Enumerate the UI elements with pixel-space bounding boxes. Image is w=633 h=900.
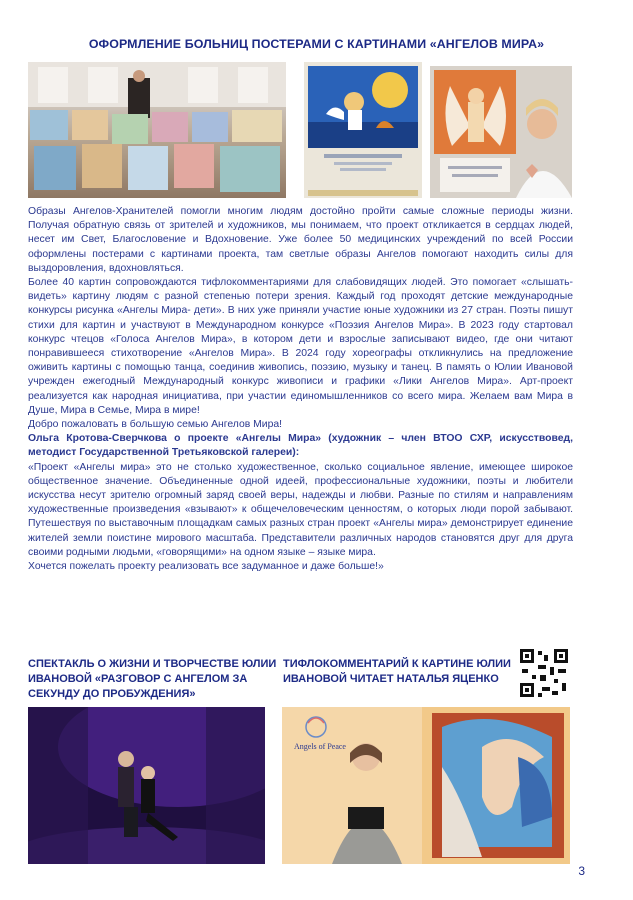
angel-poster-illustration	[304, 62, 422, 198]
performance-heading: СПЕКТАКЛЬ О ЖИЗНИ И ТВОРЧЕСТВЕ ЮЛИИ ИВАНОВОЙ «РАЗГОВОР С АНГЕЛОМ ЗА СЕКУНДУ ДО ПРОБУЖДЕНИЯ»	[28, 658, 277, 700]
paragraph-hospitals: Образы Ангелов-Хранителей помогли многим людям достойно пройти самые сложные периоды жизни. Получая обратную связь от зрителей и художников, мы понимаем, что проект откликается в сердцах людей, несет им Свет, Благословение и Вдохновение. Уже более 50 медицинских учреждений по всей России оформлены постерами с картинами проекта, там светлые образы Ангелов помогают находить силы для выздоровления, вдохновляться.	[28, 206, 573, 274]
angel-poster-photo	[304, 62, 422, 198]
page-title: ОФОРМЛЕНИЕ БОЛЬНИЦ ПОСТЕРАМИ С КАРТИНАМИ «АНГЕЛОВ МИРА»	[88, 37, 545, 51]
quote-text: «Проект «Ангелы мира» это не столько художественное, сколько социальное явление, имеющее широкое общественное значение. Объединенные одной идеей, профессиональные художники, поэты и любители искусства несут зрителю огромный заряд своей веры, надежды и любви. Разные по стилям и направлениям художественные произведения «взывают» к общечеловеческим ценностям, о которых люди порой забывают. Путешествуя по выставочным площадкам самых разных стран проект «Ангелы мира» демонстрирует единение жителей земли поистине мирового масштаба. Представители различных народов становятся друг для друга своими родными людьми, «говорящими» на одном языке – языке мира.	[28, 461, 573, 558]
angels-of-peace-logo: Angels of Peace	[294, 742, 346, 751]
quote-wish: Хочется пожелать проекту реализовать все задуманное и даже больше!»	[28, 561, 384, 573]
reader-illustration	[282, 707, 570, 864]
paragraph-tiflo: Более 40 картин сопровождаются тифлокомментариями для слабовидящих людей. Это помогает «слышать-видеть» картину людям с разной степенью потери зрения. Каждый год проходят детские международные конкурсы рисунка «Ангелы Мира- дети». В них уже приняли участие юные художники из 27 стран. Поэты пишут стихи для картин и участвуют в Международном конкурсе «Поэзия Ангелов Мира». В 2023 году стартовал конкурс чтецов «Голоса Ангелов Мира», в котором дети и взрослые записывают видео, где они читают понравившееся стихотворение «Ангелов Мира». В 2024 году хореографы откликнулись на предложение оживить картины с помощью танца, соединив живопись, поэзию, музыку и танец. В память о Юлии Ивановой учрежден ежегодный Международный конкурс живописи и графики «Лики Ангелов Мира». Арт-проект реализуется как народная инициатива, при участии единомышленников со всего мира. Желаем вам Мира в Душе, Мира в Семье, Мира в мире!	[28, 277, 573, 416]
woman-angel-illustration	[430, 66, 572, 198]
page-number: 3	[578, 864, 585, 878]
exhibition-photo	[28, 62, 286, 198]
performance-photo	[28, 707, 265, 864]
tiflocomment-photo	[282, 707, 570, 864]
tiflocomment-heading: ТИФЛОКОММЕНТАРИЙ К КАРТИНЕ ЮЛИИ ИВАНОВОЙ ЧИТАЕТ НАТАЛЬЯ ЯЦЕНКО	[283, 658, 511, 685]
qr-code-icon	[518, 647, 570, 699]
exhibition-illustration	[28, 62, 286, 198]
article-body	[28, 205, 573, 574]
quote-author: Ольга Кротова-Сверчкова о проекте «Ангелы Мира» (художник – член ВТОО СХР, искусствовед, методист Государственной Третьяковской галереи):	[28, 433, 573, 459]
woman-angel-photo	[430, 66, 572, 198]
qr-code-tiflocomment[interactable]	[518, 647, 570, 699]
paragraph-welcome: Добро пожаловать в большую семью Ангелов Мира!	[28, 419, 283, 431]
stage-illustration	[28, 707, 265, 864]
